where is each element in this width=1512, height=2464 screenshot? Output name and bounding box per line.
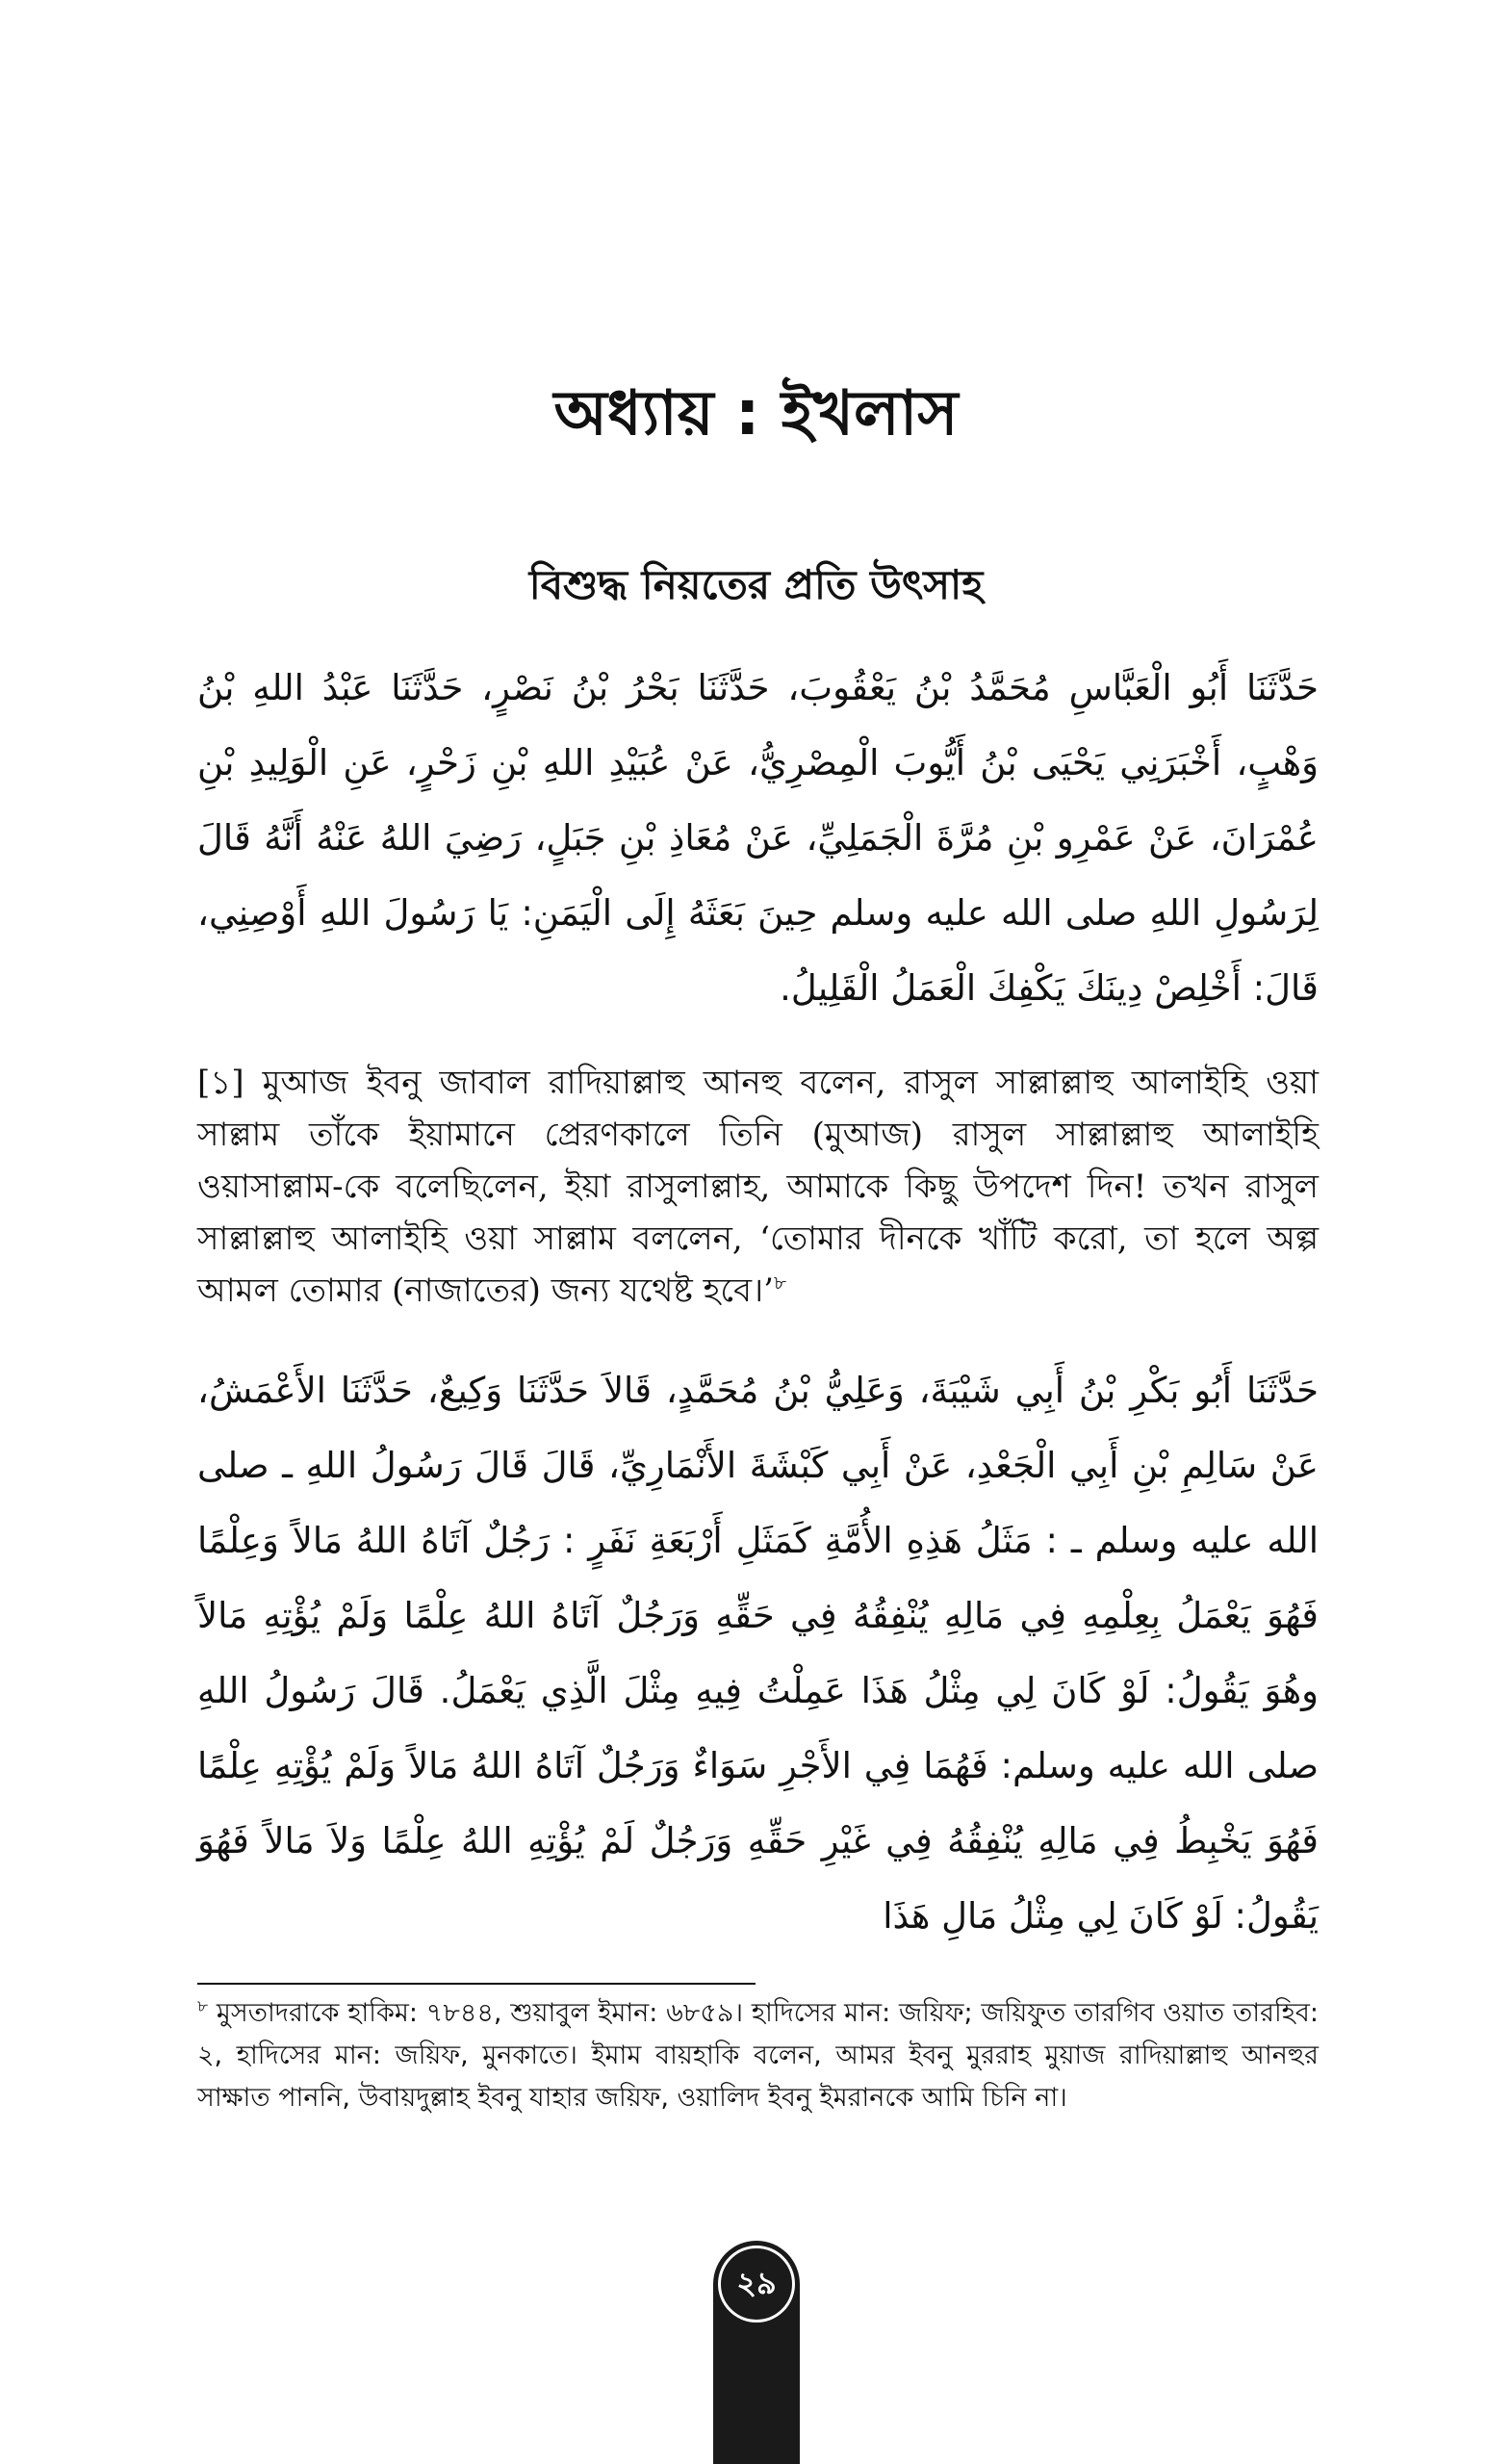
hadith-2-arabic-text: حَدَّثَنَا أَبُو بَكْرِ بْنُ أَبِي شَيْبَةَ، وَعَلِيُّ بْنُ مُحَمَّدٍ، قَالاَ حَدَّثَنَا وَكِيعٌ، حَدَّثَنَا الأَعْمَشُ، عَنْ سَالِمِ بْنِ أَبِي الْجَعْدِ، عَنْ أَبِي كَبْشَةَ الأَنْمَارِيِّ، قَالَ قَالَ رَسُولُ اللهِ ـ صلى الله عليه وسلم ـ : مَثَلُ هَذِهِ الأُمَّةِ كَمَثَلِ أَرْبَعَةِ نَفَرٍ : رَجُلٌ آتَاهُ اللهُ مَالاً وَعِلْمًا فَهُوَ يَعْمَلُ بِعِلْمِهِ فِي مَالِهِ يُنْفِقُهُ فِي حَقِّهِ وَرَجُلٌ آتَاهُ اللهُ عِلْمًا وَلَمْ يُؤْتِهِ مَالاً وهُوَ يَقُولُ: لَوْ كَانَ لِي مِثْلُ هَذَا عَمِلْتُ فِيهِ مِثْلَ الَّذِي يَعْمَلُ. قَالَ رَسُولُ اللهِ صلى الله عليه وسلم: فَهُمَا فِي الأَجْرِ سَوَاءٌ وَرَجُلٌ آتَاهُ اللهُ مَالاً وَلَمْ يُؤْتِهِ عِلْمًا فَهُوَ يَخْبِطُ فِي مَالِهِ يُنْفِقُهُ فِي غَيْرِ حَقِّهِ وَرَجُلٌ لَمْ يُؤْتِهِ اللهُ عِلْمًا وَلاَ مَالاً فَهُوَ يَقُولُ: لَوْ كَانَ لِي مِثْلُ مَالِ هَذَا [197, 1370, 1319, 1937]
footnote [197, 1992, 1319, 2119]
hadith-1-translation-text: [১] মুআজ ইবনু জাবাল রাদিয়াল্লাহু আনহু বলেন, রাসুল সাল্লাল্লাহু আলাইহি ওয়া সাল্লাম তাঁকে ইয়ামানে প্রেরণকালে তিনি (মুআজ) রাসুল সাল্লাল্লাহু আলাইহি ওয়াসাল্লাম-কে বলেছিলেন, ইয়া রাসুলাল্লাহ, আমাকে কিছু উপদেশ দিন! তখন রাসুল সাল্লাল্লাহু আলাইহি ওয়া সাল্লাম বললেন, ‘তোমার দীনকে খাঁটি করো, তা হলে অল্প আমল তোমার (নাজাতের) জন্য যথেষ্ট হবে।’ [197, 1064, 1319, 1310]
footnote-mark: ৮ [197, 1997, 209, 2016]
footnote-divider [197, 1983, 756, 1985]
footnote-reference[interactable]: ৮ [774, 1270, 786, 1295]
footnote-text: মুসতাদরাকে হাকিম: ৭৮৪৪, শুয়াবুল ইমান: ৬৮৫৯। হাদিসের মান: জয়িফ; জয়িফুত তারগিব ওয়াত তারহিব: ২, হাদিসের মান: জয়িফ, মুনকাতে। ইমাম বায়হাকি বলেন, আমর ইবনু মুররাহ মুয়াজ রাদিয়াল্লাহু আনহুর সাক্ষাত পাননি, উবায়দুল্লাহ ইবনু যাহার জয়িফ, ওয়ালিদ ইবনু ইমরানকে আমি চিনি না। [197, 1998, 1319, 2113]
page-number: ২৯ [718, 2246, 795, 2323]
hadith-1-translation [197, 1057, 1319, 1317]
chapter-title: অধ্যায় : ইখলাস [553, 378, 959, 449]
hadith-1-arabic-text: حَدَّثَنَا أَبُو الْعَبَّاسِ مُحَمَّدُ بْنُ يَعْقُوبَ، حَدَّثَنَا بَحْرُ بْنُ نَصْرٍ، حَدَّثَنَا عَبْدُ اللهِ بْنُ وَهْبٍ، أَخْبَرَنِي يَحْيَى بْنُ أَيُّوبَ الْمِصْرِيُّ، عَنْ عُبَيْدِ اللهِ بْنِ زَحْرٍ، عَنِ الْوَلِيدِ بْنِ عُمْرَانَ، عَنْ عَمْرِو بْنِ مُرَّةَ الْجَمَلِيِّ، عَنْ مُعَاذِ بْنِ جَبَلٍ، رَضِيَ اللهُ عَنْهُ أَنَّهُ قَالَ لِرَسُولِ اللهِ صلى الله عليه وسلم حِينَ بَعَثَهُ إِلَى الْيَمَنِ: يَا رَسُولَ اللهِ أَوْصِنِي، قَالَ: أَخْلِصْ دِينَكَ يَكْفِكَ الْعَمَلُ الْقَلِيلُ. [197, 667, 1319, 1009]
section-title: বিশুদ্ধ নিয়তের প্রতি উৎসাহ [528, 561, 984, 608]
